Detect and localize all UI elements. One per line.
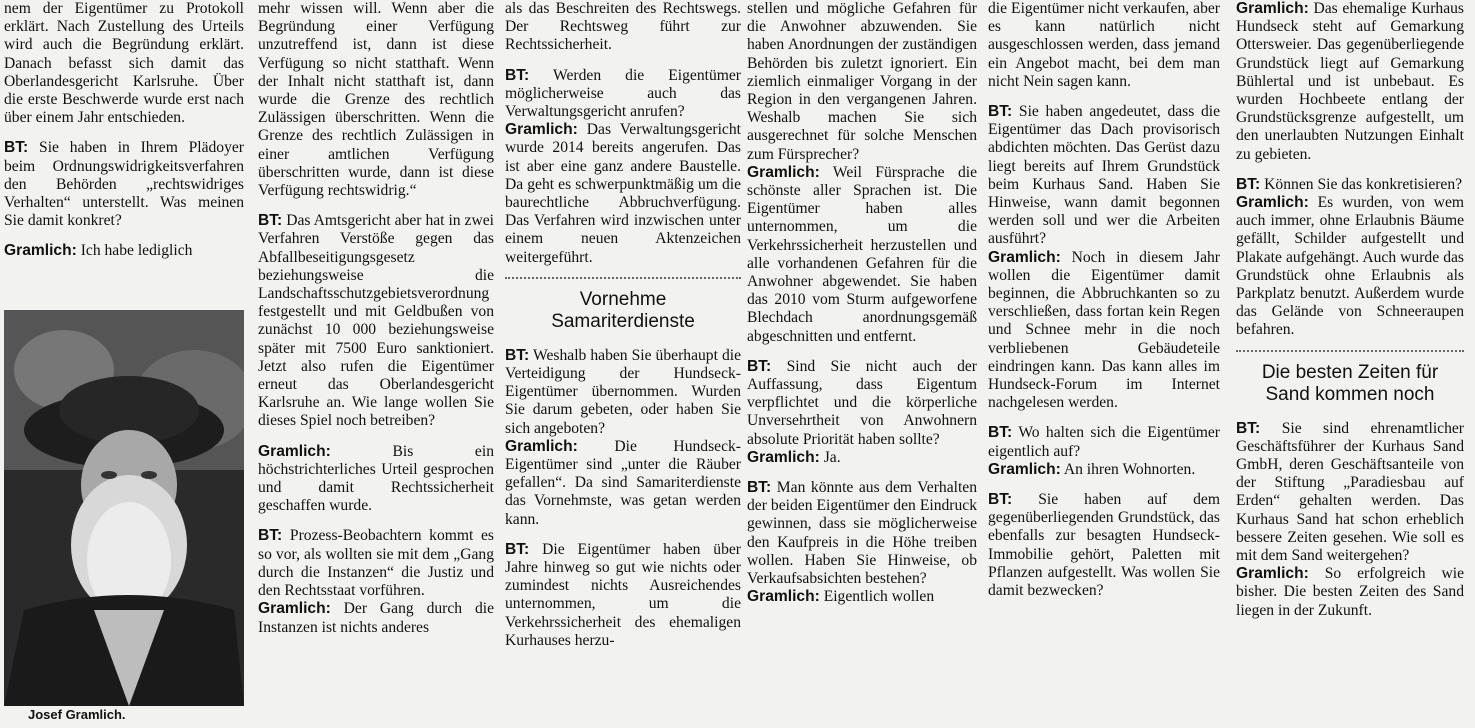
question <box>505 347 741 438</box>
headline-line: Vornehme <box>579 288 667 310</box>
photo-caption: Josef Gramlich. <box>28 707 126 722</box>
answer <box>747 164 977 346</box>
column-3 <box>505 0 741 728</box>
question <box>505 541 741 650</box>
speaker-bt: BT: <box>4 139 29 157</box>
portrait-illustration <box>4 310 244 706</box>
question <box>988 491 1220 600</box>
speaker-bt: BT: <box>988 491 1013 509</box>
speaker-bt: BT: <box>747 357 772 375</box>
answer <box>505 438 741 529</box>
speaker-bt: BT: <box>747 479 772 497</box>
question-text: Prozess-Beobachtern kommt es so vor, als wollten sie mit dem „Gang durch die Instanzen“ die Justiz und den Rechtsstaat vorführen. <box>258 527 494 600</box>
speaker-bt: BT: <box>505 66 530 84</box>
answer-text: Bis ein höchstrichterliches Urteil gesprochen und damit Rechtssicherheit geschaffen wurde. <box>258 442 494 515</box>
question <box>988 103 1220 249</box>
question-text: Das Amtsgericht aber hat in zwei Verfahren Verstöße gegen das Abfallbeseitigungsgesetz beziehungsweise die Landschaftsschutzgebietsverordnung festgestellt und mit Geldbußen von zunächst 10 000 beziehungsweise später mit 7500 Euro sanktioniert. Jetzt also rufen die Eigentümer erneut das Oberlandesgericht Karlsruhe an. Wie lange wollen Sie dieses Spiel noch betreiben? <box>258 212 494 430</box>
question-text: Die Eigentümer haben über Jahre hinweg so gut wie nichts oder zumindest nichts Ausreichendes unternommen, um die Verkehrssicherheit des ehemaligen Kurhauses herzu- <box>505 540 741 649</box>
question-text: Sind Sie nicht auch der Auffassung, dass Eigentum verpflichtet und die körperliche Unversehrtheit von Anwohnern absolute Priorität haben sollte? <box>747 357 977 448</box>
speaker-gramlich: Gramlich: <box>1236 0 1309 17</box>
answer-text: Weil Fürsprache die schönste aller Sprachen ist. Die Eigentümer haben alles unternommen, um die Verkehrssicherheit herzustellen und alle vorhandenen Gefahren für die Anwohner abgewendet. Sie haben das 2010 vom Sturm aufgeworfene Blechdach anordnungsgemäß abgeschnitten und entfernt. <box>747 163 977 345</box>
answer <box>4 242 244 260</box>
answer <box>747 449 977 467</box>
answer <box>1236 565 1464 620</box>
question <box>1236 420 1464 566</box>
headline-line: Samariterdienste <box>551 310 695 332</box>
answer-text: Das Verwaltungsgericht wurde 2014 bereits angerufen. Das ist aber eine ganz andere Baustelle. Da geht es schwerpunktmäßig um die baurechtliche Abbruchverfügung. Das Verfahren wird inzwischen unter einem neuen Aktenzeichen weitergeführt. <box>505 121 741 266</box>
answer-text: An ihren Wohnorten. <box>1063 460 1196 478</box>
answer-text: Ich habe lediglich <box>80 242 193 260</box>
answer-text: Noch in diesem Jahr wollen die Eigentümer damit beginnen, die Abbruchkanten so zu verschließen, dass fortan kein Regen und Schnee mehr in die noch verbliebenen Gebäudeteile eindringen kann. Das kann alles im Hundseck-Forum im Internet nachgelesen werden. <box>988 248 1220 412</box>
speaker-gramlich: Gramlich: <box>747 163 820 181</box>
question-text: Werden die Eigentümer möglicherweise auch das Verwaltungsgericht anrufen? <box>505 66 741 121</box>
question-text: Sie sind ehrenamtlicher Geschäftsführer der Kurhaus Sand GmbH, deren Geschäftsanteile von der Stiftung „Paradiesbau auf Erden“ gehalten werden. Das Kurhaus Sand hat schon erheblich bessere Zeiten gesehen. Wie soll es mit dem Sand weitergehen? <box>1236 419 1464 565</box>
question-text: Sie haben auf dem gegenüberliegenden Grundstück, das ebenfalls zur besagten Hundseck-Immobilie gehört, Paletten mit Pflanzen aufgestellt. Was wollen Sie damit bezwecken? <box>988 491 1220 600</box>
headline-line: Sand kommen noch <box>1265 383 1435 405</box>
section-divider <box>1236 350 1464 352</box>
answer <box>988 461 1220 479</box>
question-text: Sie haben angedeutet, dass die Eigentümer das Dach provisorisch abdichten möchten. Das Gerüst dazu liegt bereits auf Ihrem Grundstück beim Kurhaus Sand. Haben Sie Hinweise, wann damit begonnen werden soll und wer die Arbeiten ausführt? <box>988 103 1220 248</box>
paragraph: als das Beschreiten des Rechtswegs. Der Rechtsweg führt zur Rechtssicherheit. <box>505 0 741 54</box>
speaker-bt: BT: <box>505 346 530 364</box>
question <box>988 424 1220 460</box>
speaker-gramlich: Gramlich: <box>4 242 77 260</box>
answer <box>747 588 977 606</box>
speaker-gramlich: Gramlich: <box>1236 565 1309 583</box>
answer <box>258 600 494 636</box>
paragraph: mehr wissen will. Wenn aber die Begründung einer Verfügung unzutreffend ist, dann ist diese Verfügung so nicht statthaft. Wenn der Inhalt nicht statthaft ist, dann wurde die Grenze des rechtlich Zulässigen überschritten. Wenn die Grenze des rechtlich Zulässigen in einer amtlichen Verfügung überschritten wurde, dann ist diese Verfügung rechtswidrig.“ <box>258 0 494 200</box>
headline-line: Die besten Zeiten für <box>1261 361 1439 383</box>
question <box>747 358 977 449</box>
answer <box>1236 194 1464 340</box>
answer-text: So erfolgreich wie bisher. Die besten Zeiten des Sand liegen in der Zukunft. <box>1236 565 1464 619</box>
question-text: Sie haben in Ihrem Plädoyer beim Ordnungswidrigkeitsverfahren den Behörden „rechtswidriges Verhalten“ unterstellt. Was meinen Sie damit konkret? <box>4 139 244 230</box>
column-2 <box>258 0 494 728</box>
answer <box>258 443 494 516</box>
speaker-gramlich: Gramlich: <box>258 600 331 618</box>
question <box>258 212 494 430</box>
speaker-bt: BT: <box>988 424 1013 442</box>
column-4 <box>747 0 977 728</box>
answer-text: Ja. <box>823 448 841 466</box>
paragraph: die Eigentümer nicht verkaufen, aber es kann natürlich nicht ausgeschlossen werden, dass jemand ein Angebot macht, bei dem man nicht Nein sagen kann. <box>988 0 1220 90</box>
answer-text: Die Hundseck-Eigentümer sind „unter die Räuber gefallen“. Da sind Samariterdienste das Vornehmste, was getan werden kann. <box>505 437 741 528</box>
speaker-bt: BT: <box>1236 175 1261 193</box>
answer-text: Das ehemalige Kurhaus Hundseck steht auf Gemarkung Ottersweier. Das gegenüberliegende Grundstück liegt auf Gemarkung Bühlertal und ist unbebaut. Es wurden Hochbeete entlang der Grundstücksgrenze aufgestellt, um den unerlaubten Nutzungen Einhalt zu gebieten. <box>1236 0 1464 163</box>
question-text: Können Sie das konkretisieren? <box>1264 175 1463 193</box>
speaker-bt: BT: <box>258 212 283 230</box>
speaker-bt: BT: <box>505 540 530 558</box>
answer <box>1236 0 1464 164</box>
paragraph: nem der Eigentümer zu Protokoll erklärt. Nach Zustellung des Urteils wird auch die Begründung erklärt. Danach befasst sich damit das Oberlandesgericht Karlsruhe. Über die erste Beschwerde wurde erst nach über einem Jahr entschieden. <box>4 0 244 127</box>
portrait-photo <box>4 310 244 706</box>
speaker-gramlich: Gramlich: <box>258 442 331 460</box>
speaker-gramlich: Gramlich: <box>988 248 1061 266</box>
speaker-gramlich: Gramlich: <box>747 448 820 466</box>
speaker-bt: BT: <box>988 103 1013 121</box>
paragraph: stellen und mögliche Gefahren für die Anwohner abzuwenden. Sie haben Anordnungen der zuständigen Behörden bis zuletzt ignoriert. Ein ziemlich einmaliger Vorgang in der Region in den vergangenen Jahren. Weshalb machen Sie sich ausgerechnet für solche Menschen zum Fürsprecher? <box>747 0 977 163</box>
answer-text: Eigentlich wollen <box>823 588 935 606</box>
question <box>258 527 494 600</box>
answer-text: Es wurden, von wem auch immer, ohne Erlaubnis Bäume gefällt, Schilder aufgestellt und Plakate aufgehängt. Auch wurde das Grundstück ohne Erlaubnis als Parkplatz benutzt. Außerdem wurde das Gelände von Schneeraupen befahren. <box>1236 194 1464 339</box>
column-6 <box>1236 0 1464 728</box>
question <box>747 479 977 588</box>
section-divider <box>505 277 741 279</box>
answer <box>988 249 1220 413</box>
speaker-gramlich: Gramlich: <box>747 588 820 606</box>
speaker-bt: BT: <box>258 527 283 545</box>
answer-text: Der Gang durch die Instanzen ist nichts anderes <box>258 600 494 636</box>
speaker-gramlich: Gramlich: <box>1236 194 1309 212</box>
question <box>4 139 244 230</box>
question <box>505 67 741 122</box>
speaker-bt: BT: <box>1236 419 1261 437</box>
subheadline-beste-zeiten <box>1236 362 1464 406</box>
column-5 <box>988 0 1220 728</box>
question-text: Weshalb haben Sie überhaupt die Verteidigung der Hundseck-Eigentümer übernommen. Wurden Sie darum gebeten, oder haben Sie sich angeboten? <box>505 346 741 437</box>
speaker-gramlich: Gramlich: <box>505 437 578 455</box>
speaker-gramlich: Gramlich: <box>505 121 578 139</box>
answer <box>505 121 741 267</box>
question-text: Man könnte aus dem Verhalten der beiden Eigentümer den Eindruck gewinnen, dass sie möglicherweise den Kaufpreis in die Höhe treiben wollen. Haben Sie Hinweise, ob Verkaufsabsichten bestehen? <box>747 479 977 588</box>
question <box>1236 176 1464 194</box>
speaker-gramlich: Gramlich: <box>988 460 1061 478</box>
question-text: Wo halten sich die Eigentümer eigentlich auf? <box>988 424 1220 460</box>
subheadline-samariterdienste <box>505 289 741 333</box>
